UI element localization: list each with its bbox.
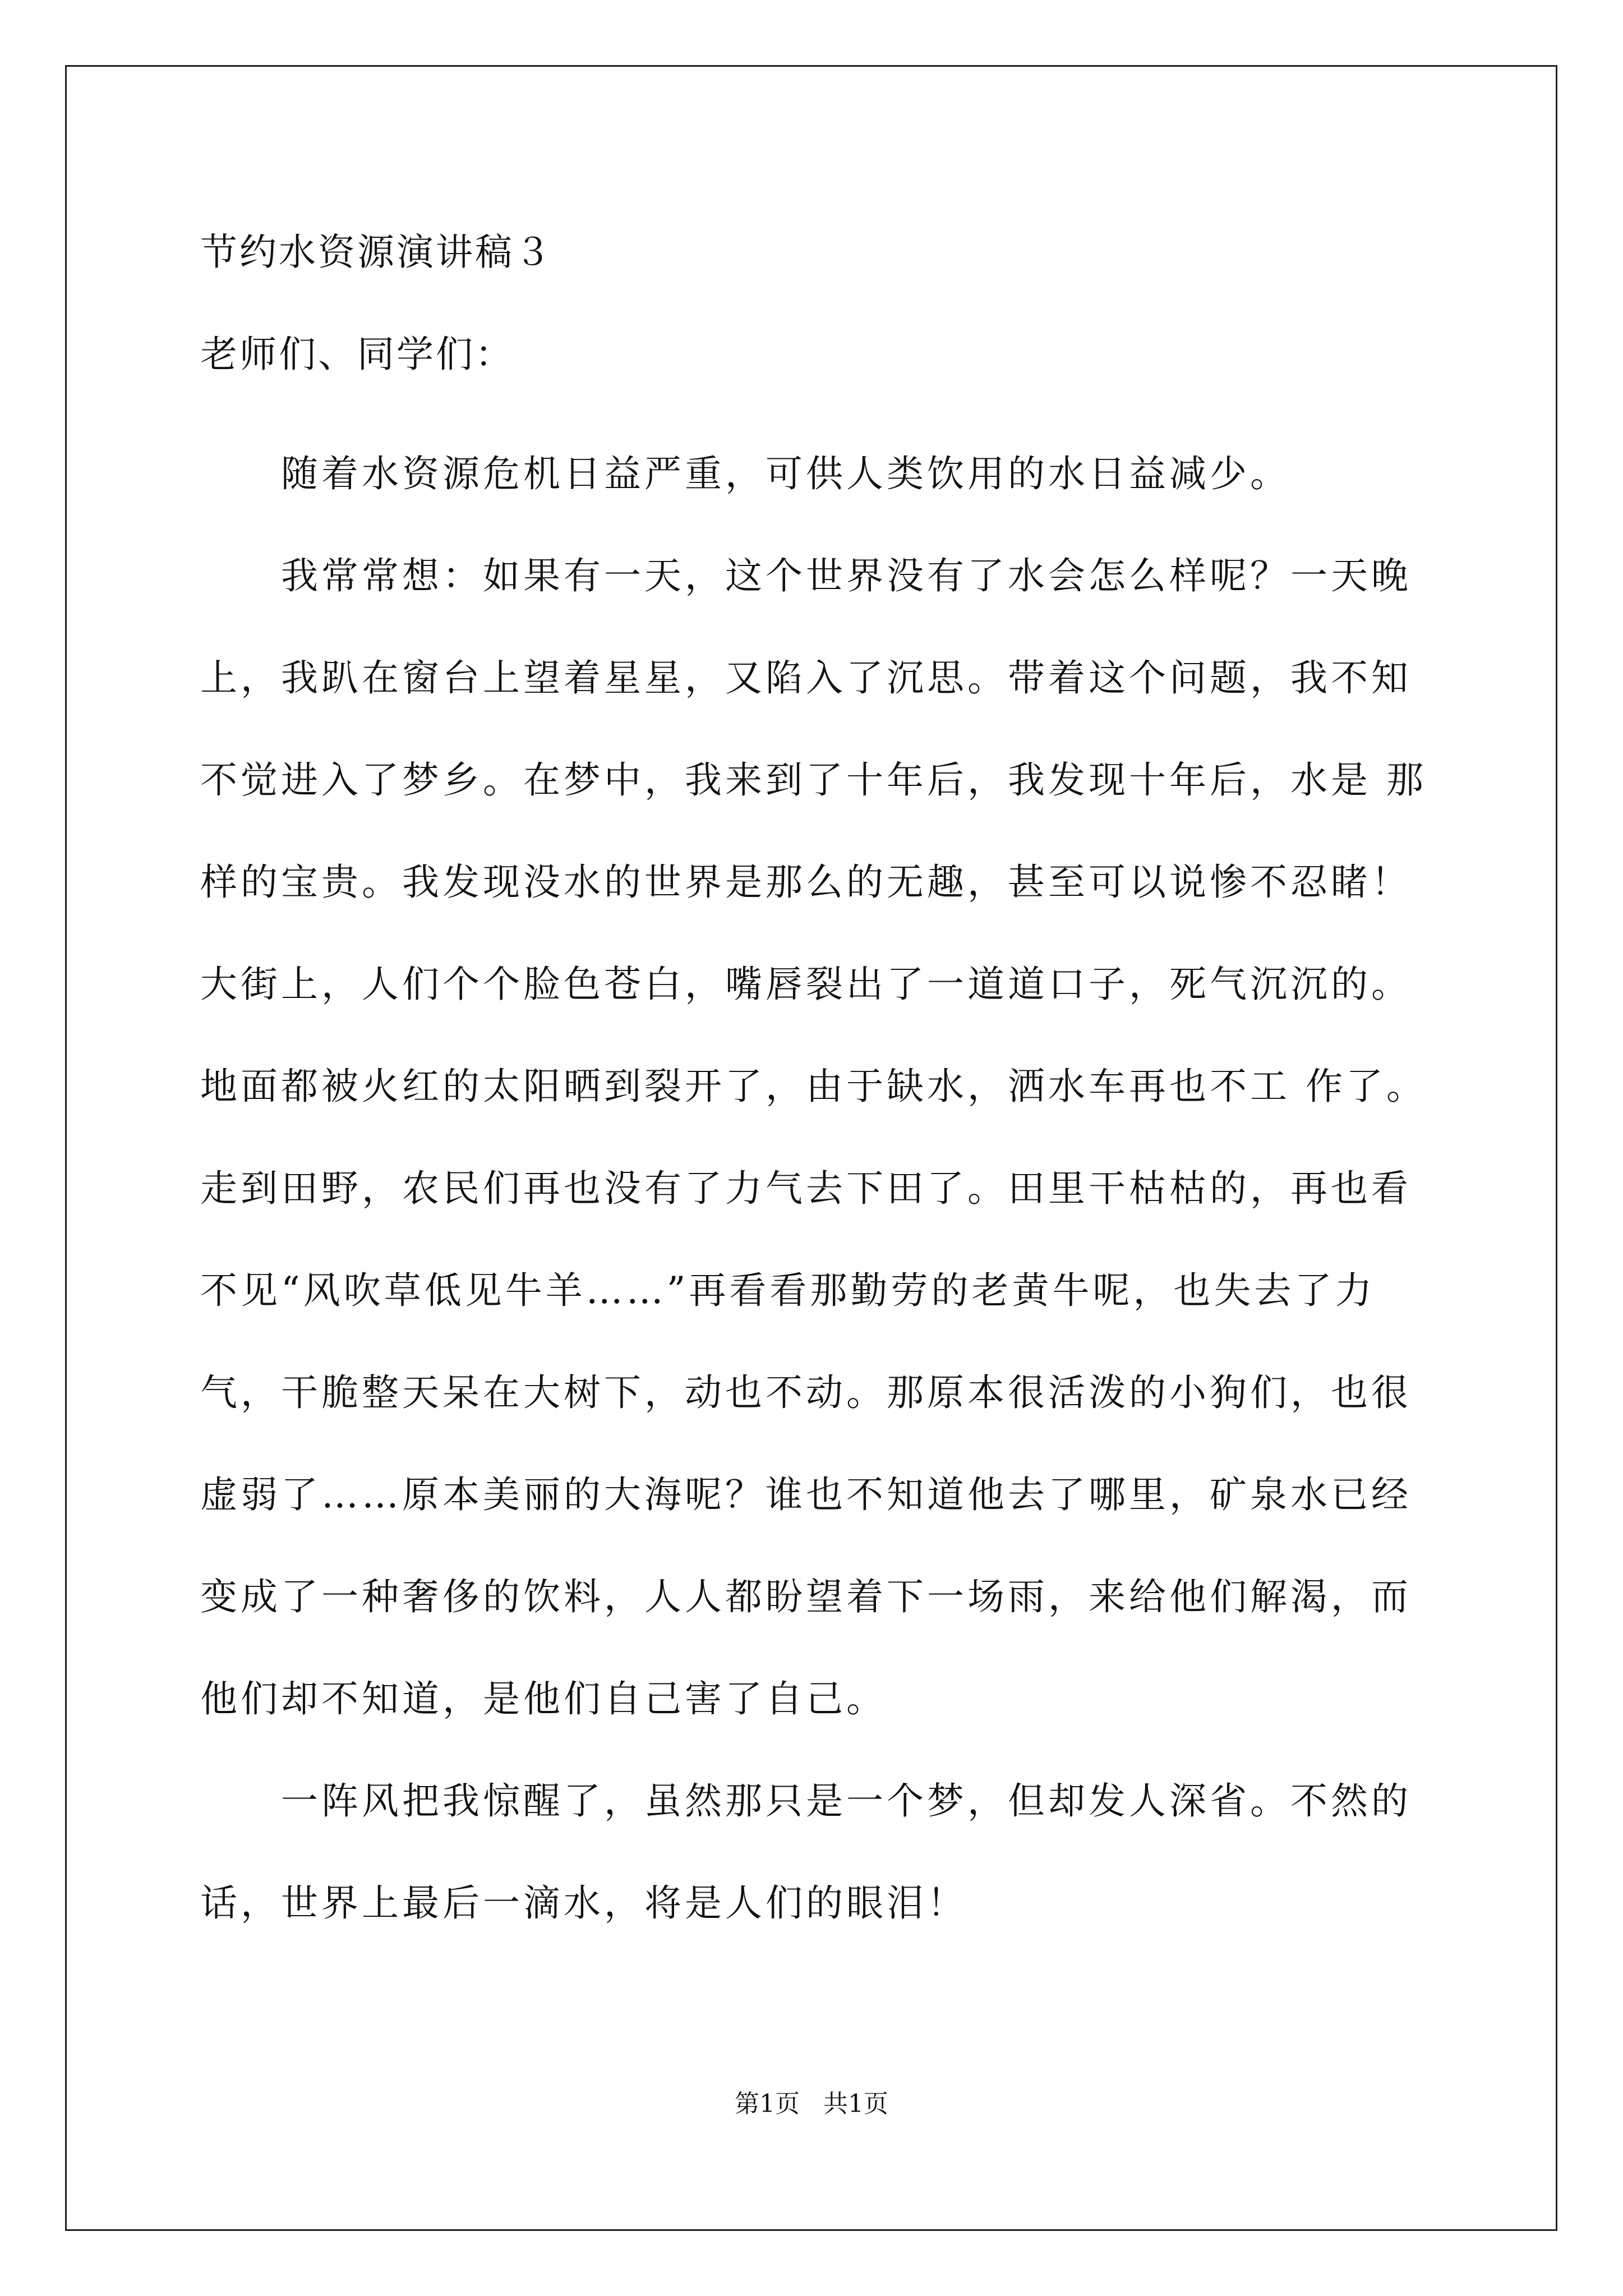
text-line: 大街上，人们个个脸色苍白，嘴唇裂出了一道道口子，死气沉沉的。 (200, 963, 1412, 1006)
text-line: 不见“风吹草低见牛羊……”再看看那勤劳的老黄牛呢，也失去了力 (200, 1269, 1376, 1312)
text-line: 上，我趴在窗台上望着星星，又陷入了沉思。带着这个问题，我不知 (200, 656, 1412, 700)
document-title: 节约水资源演讲稿３ (200, 231, 554, 274)
paragraph-intro (200, 423, 1434, 525)
text-line: 不觉进入了梦乡。在梦中，我来到了十年后，我发现十年后，水是 那 (200, 758, 1427, 802)
salutation: 老师们、同学们： (200, 333, 514, 376)
text-line: 变成了一种奢侈的饮料，人人都盼望着下一场雨，来给他们解渴，而 (200, 1575, 1412, 1618)
page-number-footer: 第1页 共1页 (735, 2090, 888, 2118)
text-line: 地面都被火红的太阳晒到裂开了，由于缺水，洒水车再也不工 作了。 (200, 1065, 1427, 1108)
text-line: 话，世界上最后一滴水，将是人们的眼泪！ (200, 1881, 967, 1925)
text-line: 随着水资源危机日益严重，可供人类饮用的水日益减少。 (200, 452, 1290, 495)
text-line: 我常常想：如果有一天，这个世界没有了水会怎么样呢？一天晚 (200, 554, 1412, 597)
text-line: 气，干脆整天呆在大树下，动也不动。那原本很活泼的小狗们，也很 (200, 1371, 1412, 1414)
paragraph-dream (200, 525, 1434, 1750)
text-line: 他们却不知道，是他们自己害了自己。 (200, 1677, 887, 1720)
text-line: 样的宝贵。我发现没水的世界是那么的无趣，甚至可以说惨不忍睹！ (200, 861, 1412, 904)
document-body (200, 219, 1434, 1954)
paragraph-conclusion (200, 1750, 1434, 1954)
text-line: 走到田野，农民们再也没有了力气去下田了。田里干枯枯的，再也看 (200, 1167, 1412, 1210)
text-line: 虚弱了……原本美丽的大海呢？谁也不知道他去了哪里，矿泉水已经 (200, 1473, 1412, 1516)
text-line: 一阵风把我惊醒了，虽然那只是一个梦，但却发人深省。不然的 (200, 1779, 1412, 1823)
